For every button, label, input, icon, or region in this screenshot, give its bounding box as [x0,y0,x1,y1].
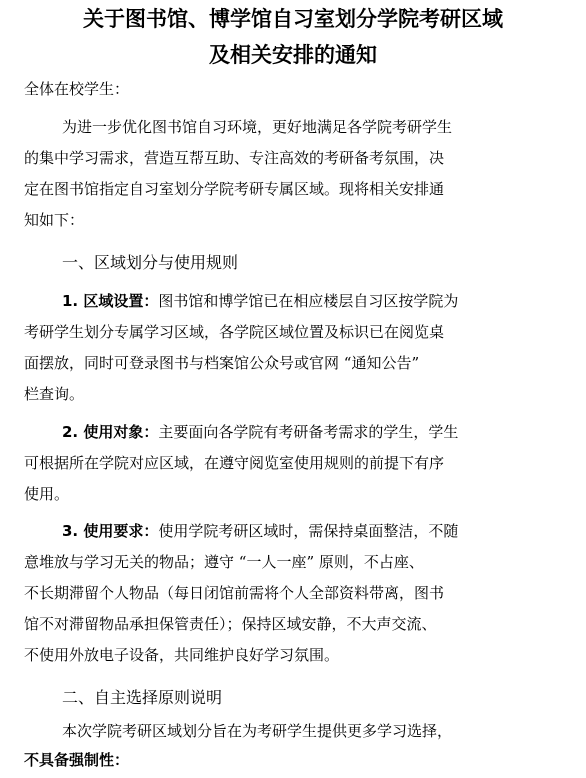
item-1-first-line [62,290,458,312]
item-1-line-3: 面摆放，同时可登录图书与档案馆公众号或官网 “通知公告” [24,354,420,372]
item-1-line-4: 栏查询。 [24,385,85,403]
item-2-line-2: 可根据所在学院对应区域，在遵守阅览室使用规则的前提下有序 [24,454,445,472]
item-2-line-3: 使用。 [24,485,70,503]
item-2-first-line [62,421,458,443]
item-3-text: 使用学院考研区域时，需保持桌面整洁，不随 [158,522,459,540]
item-1-line-2: 考研学生划分专属学习区域，各学院区域位置及标识已在阅览桌 [24,323,445,341]
item-3-first-line [62,520,458,542]
item-3-line-2: 意堆放与学习无关的物品；遵守 “一人一座” 原则，不占座、 [24,553,424,571]
intro-line-1: 为进一步优化图书馆自习环境，更好地满足各学院考研学生 [62,118,453,136]
intro-line-4: 知如下： [24,211,85,229]
item-3-line-5: 不使用外放电子设备，共同维护良好学习氛围。 [24,646,340,664]
salutation: 全体在校学生： [24,80,130,98]
section-2-heading: 二、自主选择原则说明 [62,688,223,707]
section-2-emphasis: 不具备强制性： [24,751,130,769]
item-1-text: 图书馆和博学馆已在相应楼层自习区按学院为 [158,292,459,310]
item-3-label: 3. 使用要求： [62,522,159,540]
intro-line-2: 的集中学习需求，营造互帮互助、专注高效的考研备考氛围，决 [24,149,445,167]
intro-line-3: 定在图书馆指定自习室划分学院考研专属区域。现将相关安排通 [24,180,445,198]
section-2-line-1: 本次学院考研区域划分旨在为考研学生提供更多学习选择， [62,722,453,740]
item-2-label: 2. 使用对象： [62,423,159,441]
item-2-text: 主要面向各学院有考研备考需求的学生，学生 [158,423,459,441]
item-3-line-3: 不长期滞留个人物品（每日闭馆前需将个人全部资料带离，图书 [24,584,445,602]
notice-title-line-1: 关于图书馆、博学馆自习室划分学院考研区域 [83,7,503,31]
item-1-label: 1. 区域设置： [62,292,159,310]
section-1-heading: 一、区域划分与使用规则 [62,253,239,272]
notice-title-line-2: 及相关安排的通知 [209,43,377,67]
item-3-line-4: 馆不对滞留物品承担保管责任）；保持区域安静，不大声交流、 [24,615,437,633]
